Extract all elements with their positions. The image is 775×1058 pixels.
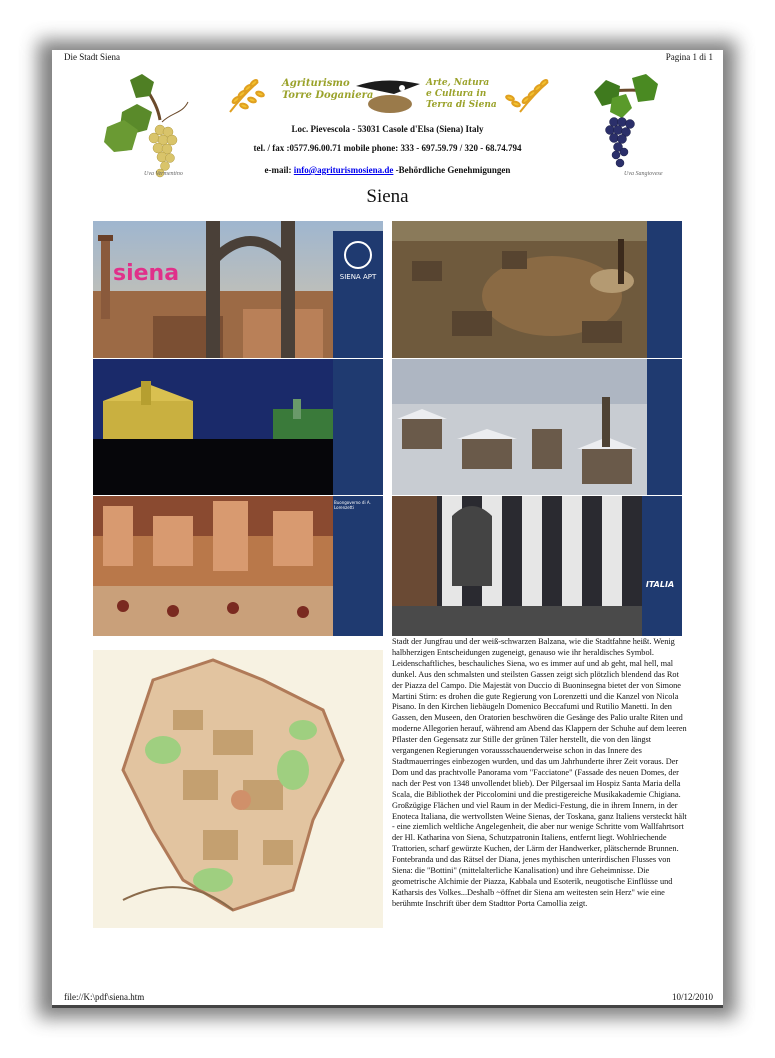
- brochure-credit: Buongoverno di A. Lorenzetti: [334, 500, 371, 510]
- left-grape-caption: Uva Vermentino: [144, 171, 183, 177]
- logo-tagline: [426, 78, 497, 111]
- photo-snowy-rooftops: [392, 359, 682, 495]
- photo-lorenzetti-fresco: [93, 496, 383, 636]
- photo-aerial-siena: [392, 221, 682, 358]
- logo-line1: Agriturismo: [282, 78, 350, 89]
- address-line: Loc. Pievescola - 53031 Casole d'Elsa (Siena) Italy: [291, 124, 484, 134]
- brochure-apt-label: SIENA APT: [339, 273, 377, 281]
- brochure-italia: ITALIA: [645, 580, 675, 589]
- agriturismo-logo: [224, 76, 554, 116]
- logo-tagline1: Arte, Natura: [426, 78, 490, 88]
- phone-line: tel. / fax :0577.96.00.71 mobile phone: 333 - 697.59.79 / 320 - 68.74.794: [253, 143, 522, 153]
- siena-map-image: [93, 650, 383, 928]
- print-header-page: Pagina 1 di 1: [665, 52, 713, 62]
- logo-title: [282, 78, 373, 102]
- document-page: [52, 50, 723, 1008]
- email-link[interactable]: info@agriturismosiena.de: [293, 165, 394, 175]
- brochure-siena-word: siena: [113, 261, 180, 286]
- siena-description: Stadt der Jungfrau und der weiß-schwarzen Balzana, wie die Stadtfahne heißt. Wenig halbherzigen Entscheidungen zugeneigt, genauso wie ihr heraldisches Symbol. Leidenschaftliches, beschauliches Siena, wo es immer auf und ab geht, mal hell, mal dunkel. Aus den schmalsten und steilsten Gassen zeigt sich plötzlich blendend das Rot der Piazza del Campo. Die Majestät von Duccio di Buoninsegna bietet der von Simone Martini Stirn: es drohen die gute Regierung von Lorenzetti und die Kanzel von Nicola Pisano. In den Kirchen liebäugeln Domenico Beccafumi und Rutilio Manetti. In den Gassen, den Museen, den Oratorien beschwören die Gesänge des Palio uralte Riten und moderne Allegorien herauf, während am Abend das Klappern der Schuhe auf dem leeren Pflaster den Gegensatz zur Stille der grünen Täler herstellt, die von den längst vergangenen Regierungen voraussschauenderweise schon in das Innere des Stadtmauerringes einbezogen wurden, und das um Jahrhunderte ihrer Zeit voraus. Der Dom und das prachtvolle Panorama vom "Facciatone" (Fassade des neuen Domes, der nach der Pest von 1348 unvollendet blieb). Der Pilgersaal im Hospiz Santa Maria della Scala, die Bibliothek der Piccolomini und die prestigereiche Musikakademie Chigiana. Großzügige Flächen und viel Raum in der Medici-Festung, die in ihrem Innern, in der Enoteca Italiana, die wertvollsten Weine Sienas, der Toskana, ganz Italiens versteckt hält - eine ziemlich weltliche Angelegenheit, die aber nur wenige Schritte vom Wallfahrtsort der Hl. Katharina von Siena, Schutzpatronin Italiens, entfernt liegt. Wohlriechende Trattorien, scharf gewürzte Kuchen, der Lärm der Handwerker, plätschernde Brunnen. Fontebranda und das Rätsel der Diana, jenes mythischen unterirdischen Flusses von Siena: die "Bottini" (mittelalterliche Kanalisation) und ihre Geheimnisse. Die geometrische Alchimie der Piazza, Kabbala und Esoterik, neugotische Einflüsse und Katharsis des Volkes...Deshalb ~öffnet dir Siena am weitesten sein Herz" wie eine berühmte Inschrift über dem Stadttor Porta Camollia zeigt.: [392, 637, 687, 908]
- page-title: Siena: [366, 186, 409, 207]
- email-line: [52, 165, 723, 175]
- permit-text: -Behördliche Genehmigungen: [393, 165, 511, 175]
- photo-duomo-alley: [392, 496, 682, 636]
- logo-tagline2: e Cultura in: [426, 89, 487, 99]
- right-grape-caption: Uva Sangiovese: [624, 171, 663, 177]
- print-header-title: Die Stadt Siena: [64, 52, 120, 62]
- email-label: e-mail:: [264, 165, 294, 175]
- photo-siena-rooftops: [93, 221, 383, 358]
- print-footer-date: 10/12/2010: [671, 992, 713, 1002]
- logo-tagline3: Terra di Siena: [426, 100, 497, 110]
- photo-night-duomo: [93, 359, 383, 495]
- logo-line2: Torre Doganiera: [282, 90, 374, 101]
- print-footer-path: file://K:\pdf\siena.htm: [64, 992, 145, 1002]
